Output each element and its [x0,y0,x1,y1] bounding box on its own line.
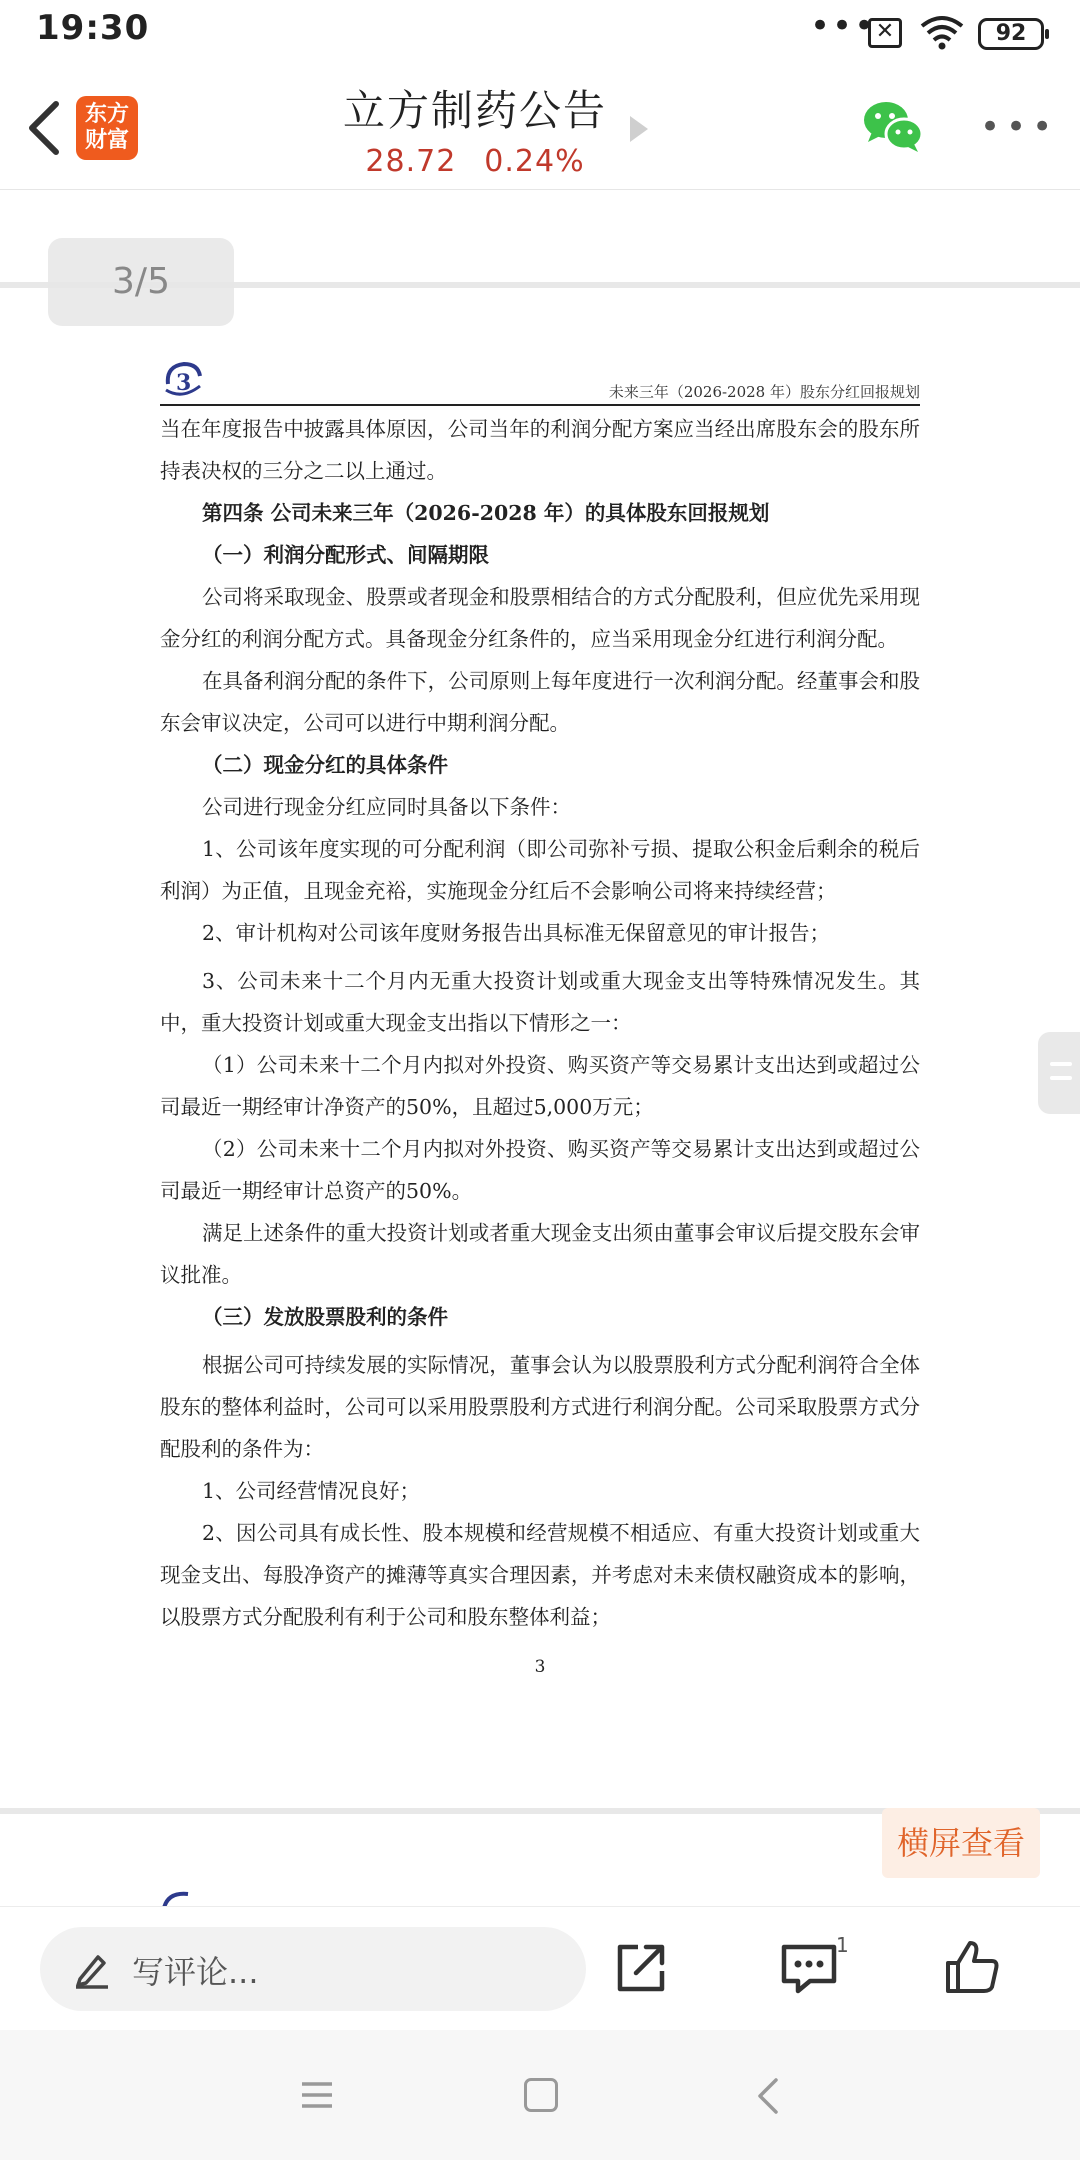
logo-line2: 财富 [84,128,129,153]
page-number: 3 [534,1657,546,1677]
stock-price: 28.72 [365,144,457,179]
status-time: 19:30 [36,8,150,48]
status-bar [0,0,1080,66]
document-viewer[interactable] [0,190,1080,1906]
page-title: 立方制药公告 [342,86,607,135]
app-header [0,66,1080,190]
paragraph: 1、公司该年度实现的可分配利润（即公司弥补亏损、提取公积金后剩余的税后利润）为正值，且现金充裕，实施现金分红后不会影响公司将来持续经营； [160,837,920,903]
document-page [160,360,920,1688]
paragraph: 公司将采取现金、股票或者现金和股票相结合的方式分配股利，但应优先采用现金分红的利润分配方式。具备现金分红条件的，应当采用现金分红进行利润分配。 [160,585,920,651]
document-body [160,408,920,1688]
section-heading: （二）现金分红的具体条件 [202,753,448,777]
paragraph: 1、公司经营情况良好； [202,1479,421,1503]
stock-change: 0.24% [484,144,585,179]
pencil-icon [74,1951,110,1989]
paragraph: 满足上述条件的重大投资计划或者重大现金支出须由董事会审议后提交股东会审议批准。 [160,1221,920,1287]
logo-line1: 东方 [84,102,129,127]
share-icon[interactable] [614,1941,668,1995]
wechat-share-icon[interactable] [862,100,924,154]
more-notifications-icon: ••• [810,6,877,46]
paragraph: 公司进行现金分红应同时具备以下条件： [202,795,571,819]
paragraph: （1）公司未来十二个月内拟对外投资、购买资产等交易累计支出达到或超过公司最近一期经审计净资产的50%，且超过5,000万元； [160,1053,920,1119]
eastmoney-logo[interactable] [76,96,138,160]
company-seal-icon [162,360,204,402]
play-triangle-icon[interactable] [628,114,650,144]
document-page-header [160,360,920,406]
back-arrow-icon[interactable] [22,96,66,160]
system-back-icon[interactable] [756,2076,780,2116]
side-drawer-handle[interactable] [1038,1032,1080,1114]
section-heading: （三）发放股票股利的条件 [202,1305,448,1329]
article-heading: 第四条 公司未来三年（2026-2028 年）的具体股东回报规划 [202,501,770,525]
page-indicator: 3/5 [48,238,234,326]
more-options-icon[interactable]: ••• [980,107,1059,147]
paragraph: （2）公司未来十二个月内拟对外投资、购买资产等交易累计支出达到或超过公司最近一期经审计总资产的50%。 [160,1137,920,1203]
thumbs-up-icon[interactable] [944,1939,1000,1995]
comment-input[interactable] [40,1927,586,2011]
section-heading: （一）利润分配形式、间隔期限 [202,543,489,567]
paragraph: 2、因公司具有成长性、股本规模和经营规模不相适应、有重大投资计划或重大现金支出、每股净资产的摊薄等真实合理因素，并考虑对未来债权融资成本的影响，以股票方式分配股利有利于公司和股东整体利益； [160,1521,920,1629]
next-page-seal-icon [160,1890,200,1906]
comment-bubble-icon[interactable] [780,1941,838,1995]
comment-placeholder: 写评论... [132,1953,259,1991]
landscape-view-button[interactable]: 横屏查看 [882,1808,1040,1878]
paragraph: 3、公司未来十二个月内无重大投资计划或重大现金支出等特殊情况发生。其中，重大投资计划或重大现金支出指以下情形之一： [160,969,920,1035]
system-navigation-bar [0,2030,1080,2160]
paragraph: 2、审计机构对公司该年度财务报告出具标准无保留意见的审计报告； [202,921,831,945]
no-sim-icon: ✕ [868,18,902,48]
svg-text:3: 3 [176,370,192,396]
comment-count: 1 [836,1933,849,1957]
stock-title-block[interactable] [310,78,640,179]
bottom-action-bar [0,1906,1080,2030]
paragraph: 在具备利润分配的条件下，公司原则上每年度进行一次利润分配。经董事会和股东会审议决定，公司可以进行中期利润分配。 [160,669,920,735]
paragraph: 根据公司可持续发展的实际情况，董事会认为以股票股利方式分配利润符合全体股东的整体利益时，公司可以采用股票股利方式进行利润分配。公司采取股票方式分配股利的条件为： [160,1353,920,1461]
stock-quote [310,144,640,179]
document-header-text: 未来三年（2026-2028 年）股东分红回报规划 [608,383,920,401]
recent-apps-icon[interactable] [300,2080,334,2110]
wifi-icon [920,14,964,52]
battery-icon: 92 [978,18,1044,50]
paragraph: 当在年度报告中披露具体原因，公司当年的利润分配方案应当经出席股东会的股东所持表决权的三分之二以上通过。 [160,417,920,483]
home-icon[interactable] [524,2078,558,2112]
